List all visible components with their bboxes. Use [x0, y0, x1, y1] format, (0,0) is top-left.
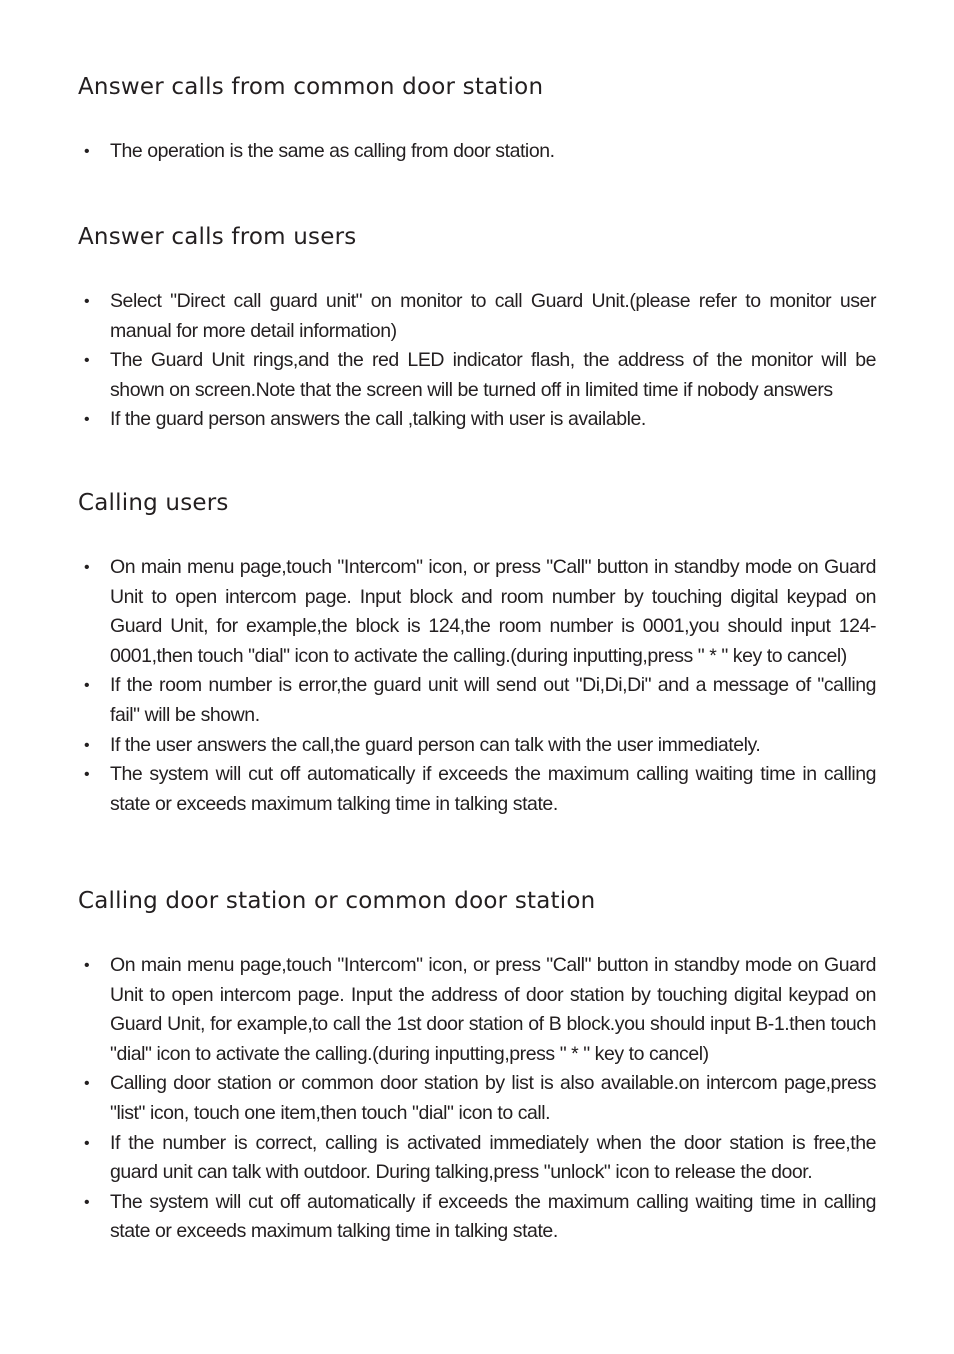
bullet-list	[78, 553, 876, 819]
bullet-icon: •	[84, 293, 90, 310]
list-item	[78, 1129, 876, 1188]
bullet-icon: •	[84, 1193, 90, 1211]
section-calling-door-station	[78, 887, 876, 1247]
section-heading: Calling users	[78, 490, 229, 516]
list-item-text: If the room number is error,the guard unit will send out "Di,Di,Di" and a message of "calling fail" will be shown.	[110, 674, 876, 726]
list-item	[78, 760, 876, 819]
bullet-icon: •	[84, 736, 90, 754]
list-item-text: The operation is the same as calling from door station.	[110, 140, 555, 162]
list-item-text: If the number is correct, calling is activated immediately when the door station is free,the guard unit can talk with outdoor. During talking,press "unlock" icon to release the door.	[110, 1131, 876, 1184]
list-item-text: If the user answers the call,the guard person can talk with the user immediately.	[110, 733, 761, 756]
bullet-icon: •	[84, 1134, 90, 1152]
bullet-icon: •	[84, 957, 90, 974]
section-answer-users	[78, 223, 876, 435]
bullet-icon: •	[84, 143, 90, 160]
bullet-icon: •	[84, 1075, 90, 1093]
bullet-icon: •	[84, 411, 90, 429]
list-item	[78, 137, 876, 167]
list-item	[78, 346, 876, 405]
bullet-list	[78, 951, 876, 1247]
list-item	[78, 1188, 876, 1247]
list-item	[78, 287, 876, 346]
section-heading: Answer calls from users	[78, 224, 357, 250]
bullet-list	[78, 137, 876, 167]
list-item	[78, 731, 876, 761]
list-item	[78, 405, 876, 435]
bullet-icon: •	[84, 677, 90, 695]
bullet-list	[78, 287, 876, 435]
list-item-text: Select "Direct call guard unit" on monitor to call Guard Unit.(please refer to monitor user manual for more detail information)	[110, 290, 876, 342]
list-item	[78, 1069, 876, 1128]
list-item-text: Calling door station or common door station by list is also available.on intercom page,press "list" icon, touch one item,then touch "dial" icon to call.	[110, 1072, 876, 1124]
section-calling-users	[78, 489, 876, 819]
list-item-text: The system will cut off automatically if exceeds the maximum calling waiting time in calling state or exceeds maximum talking time in talking state.	[110, 763, 876, 815]
list-item-text: On main menu page,touch "Intercom" icon, or press "Call" button in standby mode on Guard Unit to open intercom page. Input block and room number by touching digital keypad on Guard Unit, for example,the block is 124,the room number is 0001,you should input 124-0001,then touch "dial" icon to activate the calling.(during inputting,press " * " key to cancel)	[110, 556, 876, 667]
list-item	[78, 671, 876, 730]
section-answer-common-door-station	[78, 73, 876, 167]
bullet-icon: •	[84, 559, 90, 576]
section-heading: Answer calls from common door station	[78, 74, 544, 100]
list-item	[78, 553, 876, 671]
section-heading: Calling door station or common door station	[78, 888, 596, 914]
list-item	[78, 951, 876, 1069]
bullet-icon: •	[84, 766, 90, 784]
list-item-text: The Guard Unit rings,and the red LED indicator flash, the address of the monitor will be shown on screen.Note that the screen will be turned off in limited time if nobody answers	[110, 349, 876, 401]
list-item-text: The system will cut off automatically if exceeds the maximum calling waiting time in calling state or exceeds maximum talking time in talking state.	[110, 1190, 876, 1243]
list-item-text: On main menu page,touch "Intercom" icon, or press "Call" button in standby mode on Guard Unit to open intercom page. Input the address of door station by touching digital keypad on Guard Unit, for example,to call the 1st door station of B block.you should input B-1.then touch "dial" icon to activate the calling.(during inputting,press " * " key to cancel)	[110, 954, 876, 1065]
bullet-icon: •	[84, 352, 90, 370]
list-item-text: If the guard person answers the call ,talking with user is available.	[110, 408, 646, 431]
